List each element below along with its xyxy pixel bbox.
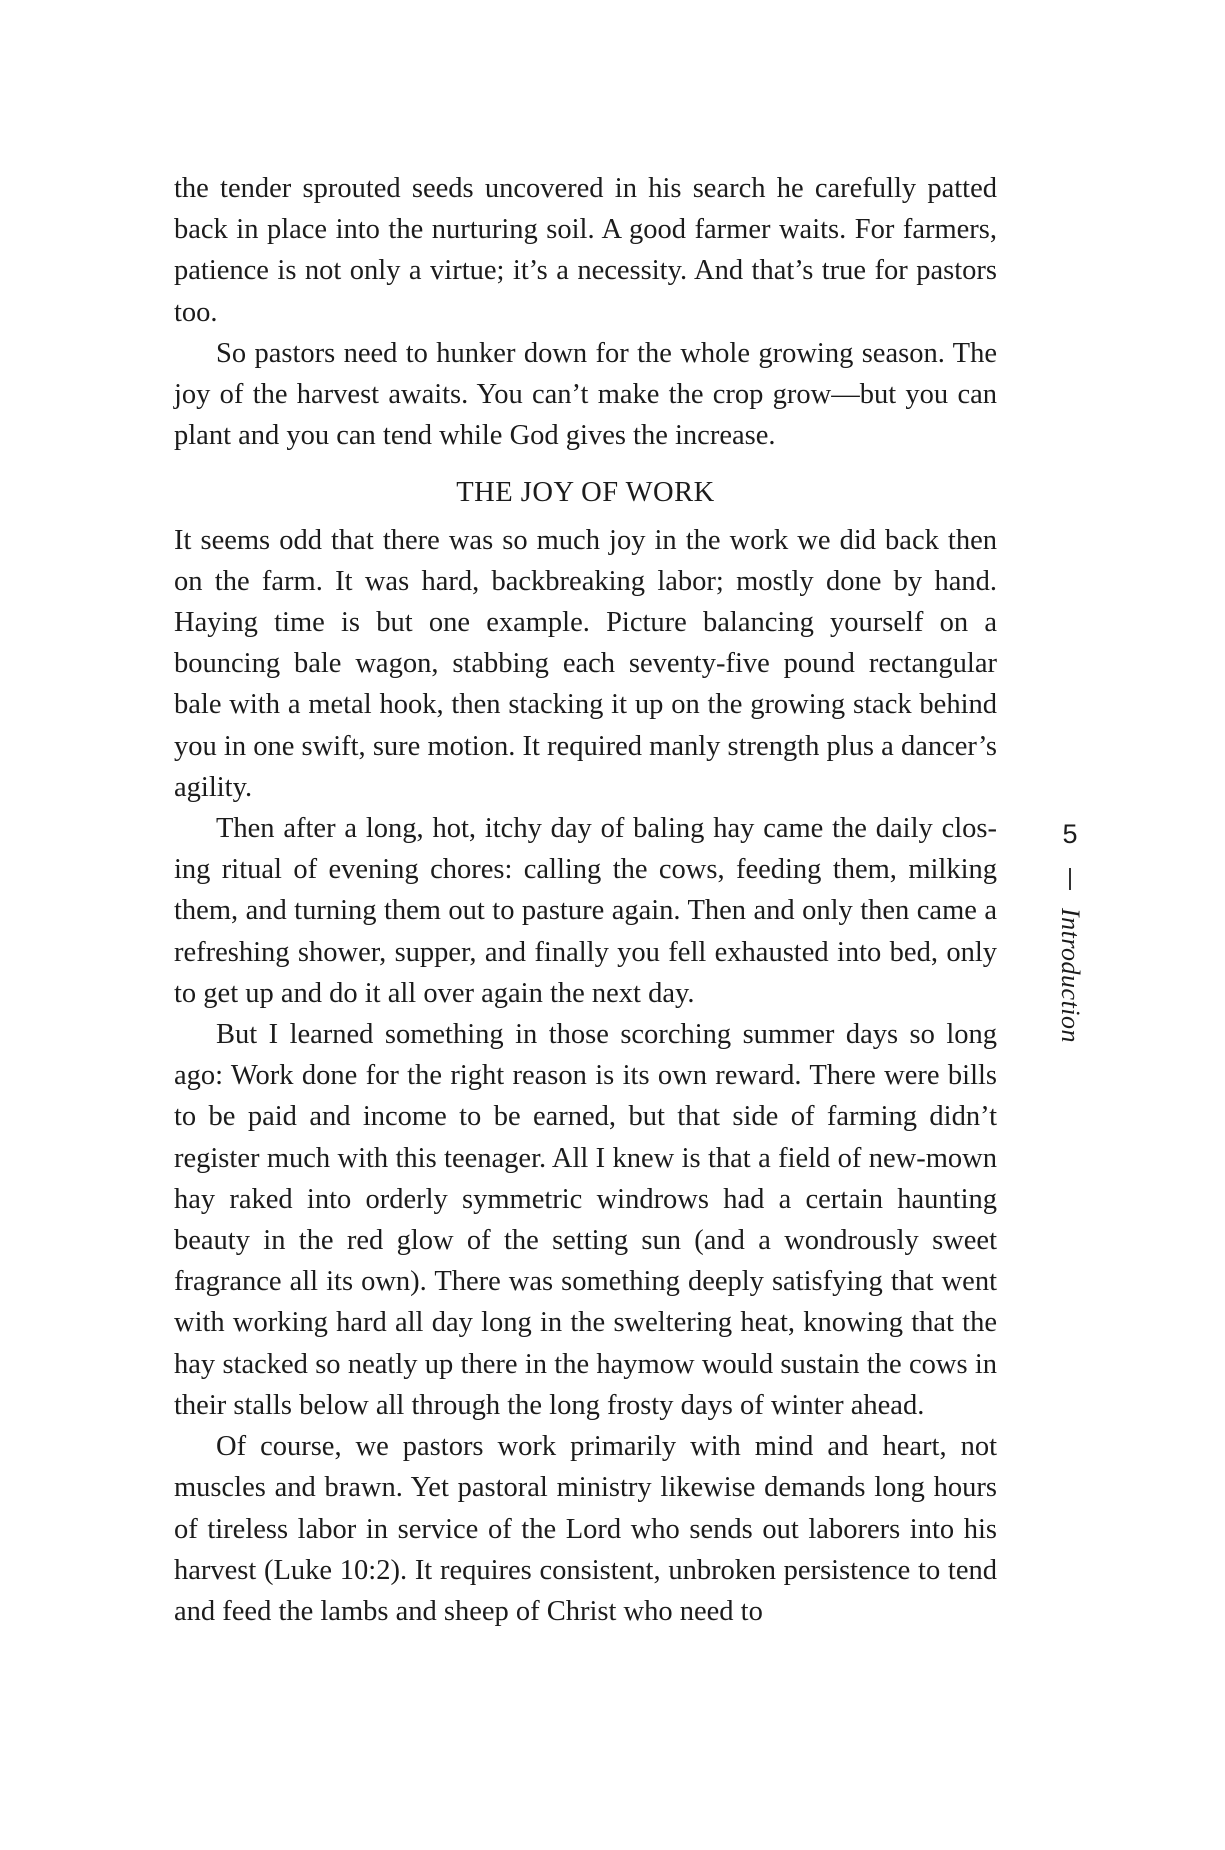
page-number: 5 xyxy=(1062,819,1078,849)
paragraph: Then after a long, hot, itchy day of baling hay came the daily closing ritual of evening chores: calling the cows, feeding them, milking them, and turning them out to pasture again. Then and only then came a refreshing shower, supper, and finally you fell exhausted into bed, only to get up and do it all over again the next day. xyxy=(174,813,997,1009)
paragraph: It seems odd that there was so much joy in the work we did back then on the farm. It was hard, backbreaking labor; mostly done by hand. Haying time is but one example. Picture balancing yourself on a bouncing bale wagon, stabbing each seventy-five pound rectangular bale with a metal hook, then stacking it up on the growing stack behind you in one swift, sure motion. It required manly strength plus a dancer’s agility. xyxy=(174,524,997,803)
body-text xyxy=(174,168,997,1632)
paragraph: Of course, we pastors work primarily with mind and heart, not muscles and brawn. Yet pastoral ministry likewise demands long hours of tireless labor in service of the Lord who sends out laborers into his harvest (Luke 10:2). It requires consistent, unbroken persistence to tend and feed the lambs and sheep of Christ who need to xyxy=(174,1431,997,1627)
folio-divider xyxy=(1069,868,1071,890)
paragraph: But I learned something in those scorching summer days so long ago: Work done for the right reason is its own reward. There were bills to be paid and income to be earned, but that side of farming didn’t register much with this teenager. All I knew is that a field of new-mown hay raked into orderly symmetric windrows had a certain haunting beauty in the red glow of the setting sun (and a wondrously sweet fragrance all its own). There was something deeply satisfying that went with working hard all day long in the sweltering heat, knowing that the hay stacked so neatly up there in the haymow would sustain the cows in their stalls below all through the long frosty days of winter ahead. xyxy=(174,1019,997,1421)
page-margin-folio xyxy=(1040,818,1100,1078)
paragraph: So pastors need to hunker down for the whole growing season. The joy of the harvest awaits. You can’t make the crop grow—but you can plant and you can tend while God gives the increase. xyxy=(174,337,997,452)
running-head: Introduction xyxy=(1056,908,1085,1044)
section-heading: THE JOY OF WORK xyxy=(456,477,715,509)
paragraph-continued: the tender sprouted seeds uncovered in his search he carefully patted back in place into the nurturing soil. A good farmer waits. For farmers, patience is not only a virtue; it’s a necessity. And that’s true for pastors too. xyxy=(174,173,997,328)
